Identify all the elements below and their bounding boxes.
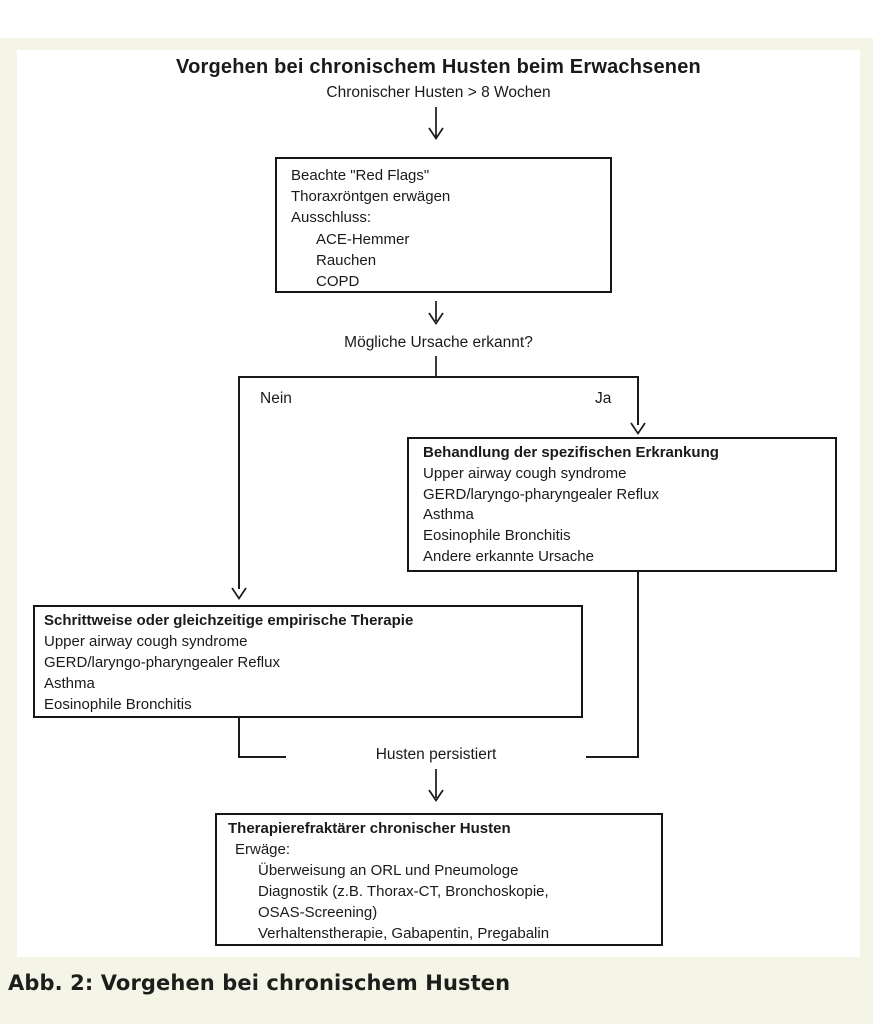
- diagram-subtitle: Chronischer Husten > 8 Wochen: [326, 84, 551, 101]
- box-line: Thoraxröntgen erwägen: [291, 188, 451, 206]
- box-title: Therapierefraktärer chronischer Husten: [228, 820, 511, 837]
- branch-label-ja: Ja: [595, 390, 612, 407]
- box-line: GERD/laryngo-pharyngealer Reflux: [423, 485, 659, 503]
- box-line-indented: Verhaltenstherapie, Gabapentin, Pregabalin: [258, 925, 550, 942]
- box-line: Upper airway cough syndrome: [44, 633, 248, 650]
- box-line: Eosinophile Bronchitis: [44, 696, 192, 713]
- box-line: GERD/laryngo-pharyngealer Reflux: [44, 654, 280, 671]
- box-line: Upper airway cough syndrome: [423, 464, 627, 482]
- box-line: Asthma: [423, 506, 474, 524]
- box-title: Behandlung der spezifischen Erkrankung: [423, 444, 719, 461]
- box-line-indented: OSAS-Screening): [258, 904, 378, 921]
- box-empirical-therapy: [33, 605, 583, 718]
- box-title: Schrittweise oder gleichzeitige empirische Therapie: [44, 612, 414, 629]
- box-line: Ausschluss:: [291, 209, 372, 227]
- box-line-indented: Überweisung an ORL und Pneumologe: [258, 862, 519, 879]
- persist-label: Husten persistiert: [286, 746, 586, 764]
- box-line: Asthma: [44, 675, 95, 692]
- box-line: Eosinophile Bronchitis: [423, 527, 571, 545]
- box-refractory-cough: [215, 813, 663, 946]
- figure-caption: Abb. 2: Vorgehen bei chronischem Husten: [8, 971, 511, 995]
- box-line-indented: Rauchen: [316, 251, 377, 269]
- box-line-indented: Diagnostik (z.B. Thorax-CT, Bronchoskopie,: [258, 883, 549, 900]
- diagram-title: Vorgehen bei chronischem Husten beim Erwachsenen: [176, 56, 701, 78]
- box-line: Beachte "Red Flags": [291, 167, 430, 184]
- arrowhead-into-empirical-box: [232, 588, 246, 599]
- box-subheading: Erwäge:: [235, 841, 291, 858]
- arrow-redflags-to-question: [429, 301, 443, 324]
- box-red-flags: [275, 157, 612, 293]
- box-specific-treatment: [407, 437, 837, 572]
- box-line-indented: ACE-Hemmer: [316, 230, 410, 248]
- decision-question: Mögliche Ursache erkannt?: [344, 334, 533, 351]
- arrow-persist-to-refractory: [429, 769, 443, 801]
- box-line-indented: COPD: [316, 273, 360, 291]
- branch-label-nein: Nein: [260, 390, 292, 407]
- arrow-start-to-redflags: [429, 107, 443, 139]
- box-line: Andere erkannte Ursache: [423, 547, 594, 565]
